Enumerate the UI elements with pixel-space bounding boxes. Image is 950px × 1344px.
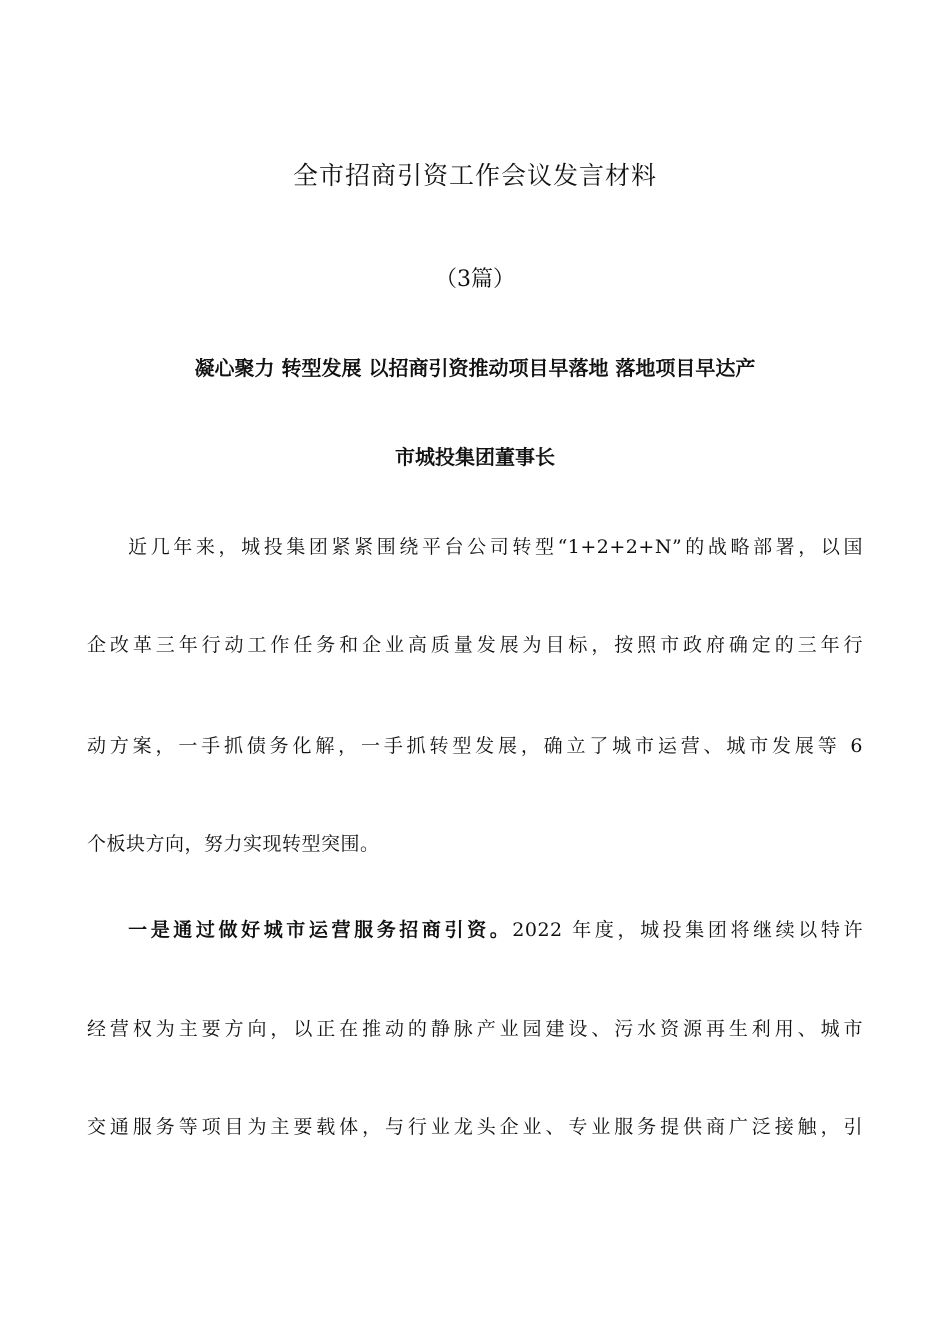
document-count-note: （3篇）	[435, 267, 515, 292]
paragraph-2-line-1-rest: 2022 年度，城投集团将继续以特许	[512, 919, 863, 941]
paragraph-1-line-4: 个板块方向，努力实现转型突围。	[87, 833, 380, 855]
paragraph-1-line-1-text: 近几年来，城投集团紧紧围绕平台公司转型“1+2+2+N”的战略部署，以国	[125, 536, 863, 558]
article-title: 凝心聚力 转型发展 以招商引资推动项目早落地 落地项目早达产	[194, 356, 756, 380]
paragraph-2-lead: 一是通过做好城市运营服务招商引资。	[125, 919, 513, 941]
document-title: 全市招商引资工作会议发言材料	[292, 161, 657, 190]
paragraph-2-line-2: 经营权为主要方向，以正在推动的静脉产业园建设、污水资源再生利用、城市	[87, 1018, 863, 1040]
paragraph-2-line-3: 交通服务等项目为主要载体，与行业龙头企业、专业服务提供商广泛接触，引	[87, 1116, 863, 1138]
paragraph-1-line-1	[87, 530, 863, 564]
paragraph-1-line-2: 企改革三年行动工作任务和企业高质量发展为目标，按照市政府确定的三年行	[87, 634, 863, 656]
article-author: 市城投集团董事长	[395, 445, 555, 469]
paragraph-1-line-3: 动方案，一手抓债务化解，一手抓转型发展，确立了城市运营、城市发展等 6	[87, 735, 863, 757]
paragraph-2-line-1	[87, 913, 863, 947]
